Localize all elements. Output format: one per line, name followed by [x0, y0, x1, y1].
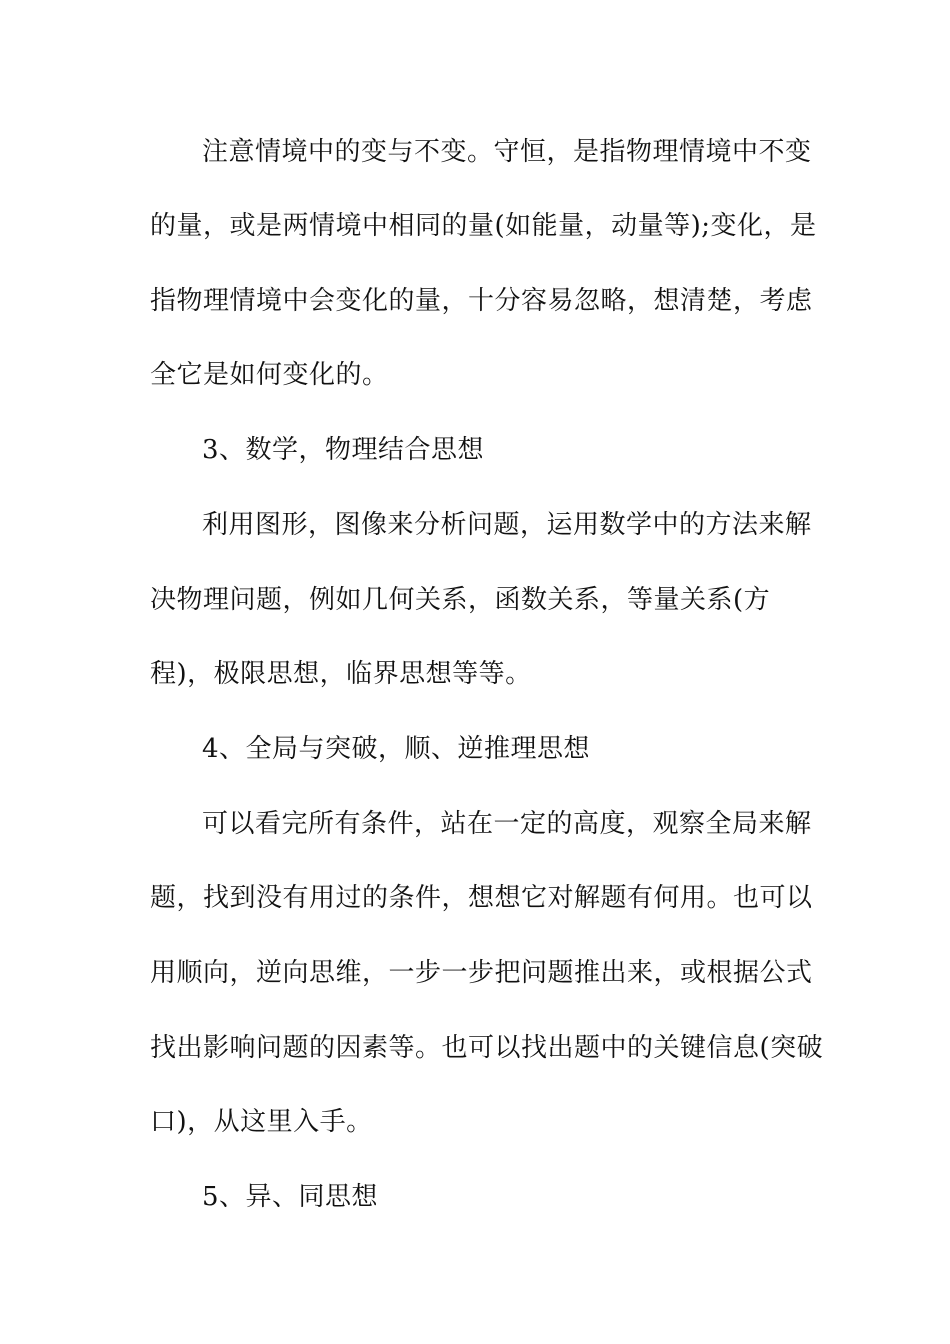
- paragraph-line: 指物理情境中会变化的量，十分容易忽略，想清楚，考虑: [150, 286, 813, 316]
- paragraph-line: 决物理问题，例如几何关系，函数关系，等量关系(方: [150, 585, 771, 615]
- section-heading: 3、数学，物理结合思想: [202, 435, 485, 465]
- paragraph-line: 可以看完所有条件，站在一定的高度，观察全局来解: [202, 809, 812, 839]
- paragraph-line: 注意情境中的变与不变。守恒，是指物理情境中不变: [202, 137, 812, 167]
- paragraph-line: 题，找到没有用过的条件，想想它对解题有何用。也可以: [150, 883, 813, 913]
- paragraph-line: 的量，或是两情境中相同的量(如能量，动量等);变化，是: [150, 211, 817, 241]
- paragraph-line: 用顺向，逆向思维，一步一步把问题推出来，或根据公式: [150, 958, 813, 988]
- paragraph-line: 全它是如何变化的。: [150, 360, 389, 390]
- paragraph-line: 程)，极限思想，临界思想等等。: [150, 659, 532, 689]
- section-heading: 4、全局与突破，顺、逆推理思想: [202, 734, 591, 764]
- paragraph-line: 找出影响问题的因素等。也可以找出题中的关键信息(突破: [150, 1033, 824, 1063]
- paragraph-line: 口)，从这里入手。: [150, 1107, 373, 1137]
- paragraph-line: 利用图形，图像来分析问题，运用数学中的方法来解: [202, 510, 812, 540]
- section-heading: 5、异、同思想: [202, 1182, 379, 1212]
